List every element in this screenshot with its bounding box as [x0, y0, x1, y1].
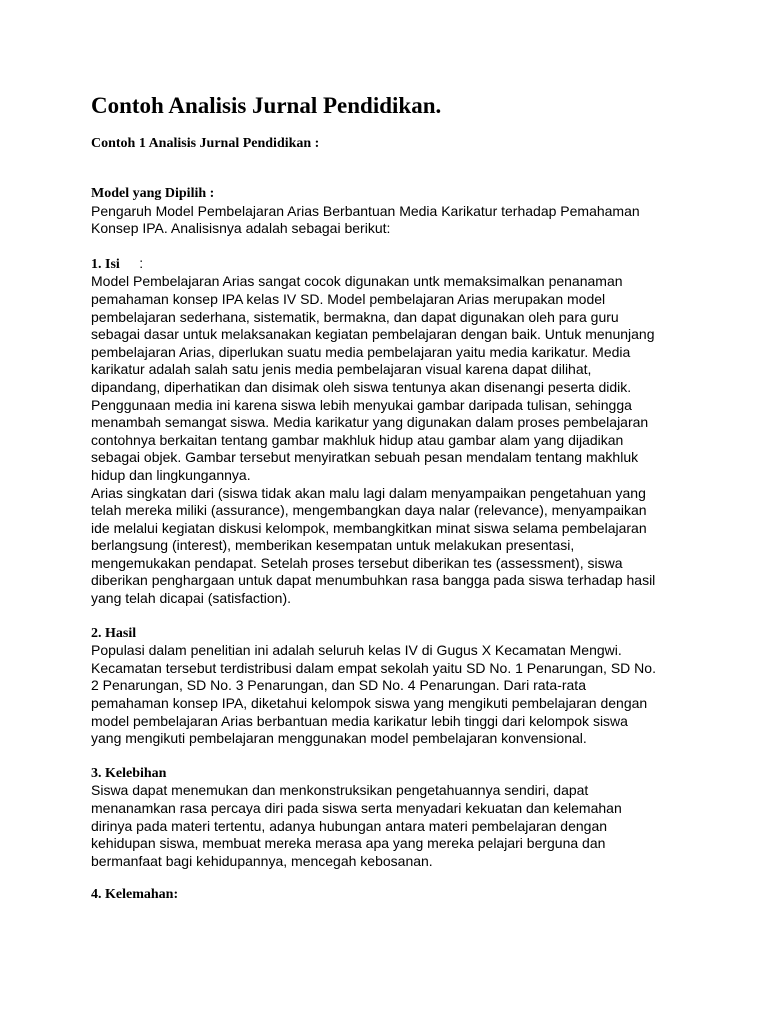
section-model	[91, 185, 691, 238]
document-subtitle: Contoh 1 Analisis Jurnal Pendidikan :	[91, 136, 320, 151]
section-text-isi-paragraph-2: Arias singkatan dari (siswa tidak akan malu lagi dalam menyampaikan pengetahuan yang telah mereka miliki (assurance), mengembangkan daya nalar (relevance), menyampaikan ide melalui kegiatan diskusi kelompok, membangkitkan minat siswa selama pembelajaran berlangsung (interest), memberikan kesempatan untuk melakukan presentasi, mengemukakan pendapat. Setelah proses tersebut diberikan tes (assessment), siswa diberikan penghargaan untuk dapat menumbuhkan rasa bangga pada siswa terhadap hasil yang telah dicapai (satisfaction).	[91, 484, 656, 607]
section-heading-isi	[91, 255, 691, 274]
section-text-kelebihan: Siswa dapat menemukan dan menkonstruksikan pengetahuannya sendiri, dapat menanamkan rasa percaya diri pada siswa serta menyadari kekuatan dan kelemahan dirinya pada materi tertentu, adanya hubungan antara materi pembelajaran dengan kehidupan siswa, membuat mereka merasa apa yang mereka pelajari berguna dan bermanfaat bagi kehidupannya, mencegah kebosanan.	[91, 782, 622, 869]
page-title: Contoh Analisis Jurnal Pendidikan.	[91, 93, 442, 118]
section-isi	[91, 255, 691, 608]
section-heading-kelemahan: 4. Kelemahan:	[91, 887, 179, 903]
section-heading-isi-colon: :	[119, 254, 144, 271]
section-heading-isi-label: 1. Isi	[91, 256, 120, 272]
section-heading-kelebihan: 3. Kelebihan	[91, 765, 167, 781]
section-hasil	[91, 625, 691, 748]
section-kelemahan	[91, 886, 691, 904]
section-text-isi-paragraph-1: Model Pembelajaran Arias sangat cocok digunakan untk memaksimalkan penanaman pemahaman konsep IPA kelas IV SD. Model pembelajaran Arias merupakan model pembelajaran sederhana, sistematik, bermakna, dan dapat digunakan oleh para guru sebagai dasar untuk melaksanakan kegiatan pembelajaran dengan baik. Untuk menunjang pembelajaran Arias, diperlukan suatu media pembelajaran yaitu media karikatur. Media karikatur adalah salah satu jenis media pembelajaran visual karena dapat dilihat, dipandang, diperhatikan dan disimak oleh siswa tentunya akan disenangi peserta didik. Penggunaan media ini karena siswa lebih menyukai gambar daripada tulisan, sehingga menambah semangat siswa. Media karikatur yang digunakan dalam proses pembelajaran contohnya berkaitan tentang gambar makhluk hidup atau gambar alam yang dijadikan sebagai objek. Gambar tersebut menyiratkan sebuah pesan mendalam tentang makhluk hidup dan lingkungannya.	[91, 273, 655, 483]
section-text-hasil: Populasi dalam penelitian ini adalah seluruh kelas IV di Gugus X Kecamatan Mengwi. Kecamatan tersebut terdistribusi dalam empat sekolah yaitu SD No. 1 Penarungan, SD No. 2 Penarungan, SD No. 3 Penarungan, dan SD No. 4 Penarungan. Dari rata-rata pemahaman konsep IPA, diketahui kelompok siswa yang mengikuti pembelajaran dengan model pembelajaran Arias berbantuan media karikatur lebih tinggi dari kelompok siswa yang mengikuti pembelajaran menggunakan model pembelajaran konvensional.	[91, 642, 656, 747]
section-heading-hasil: 2. Hasil	[91, 625, 137, 641]
document-page	[91, 92, 691, 904]
section-heading-model: Model yang Dipilih :	[91, 186, 215, 201]
section-text-model: Pengaruh Model Pembelajaran Arias Berbantuan Media Karikatur terhadap Pemahaman Konsep IPA. Analisisnya adalah sebagai berikut:	[91, 202, 640, 237]
section-kelebihan	[91, 765, 691, 871]
